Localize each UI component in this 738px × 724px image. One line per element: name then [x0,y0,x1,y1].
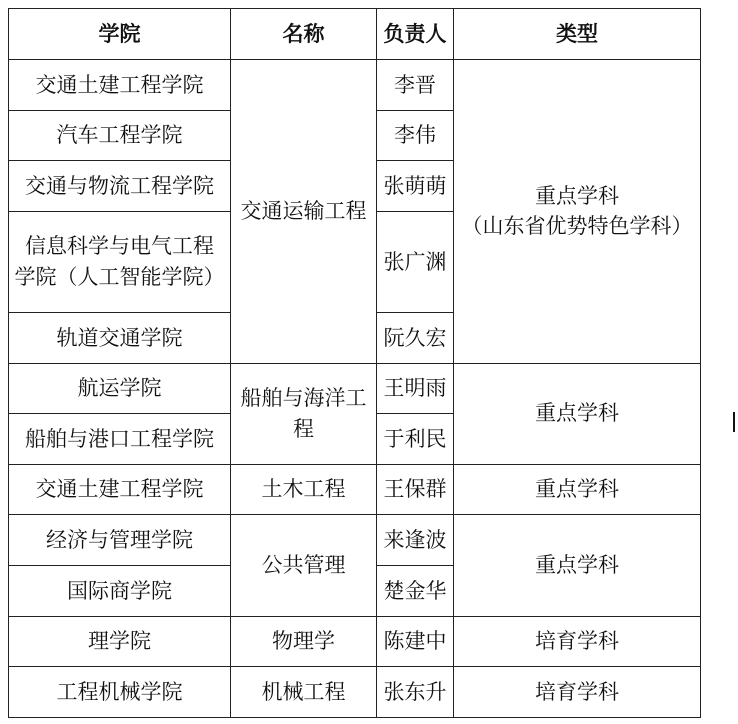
discipline-table-container [8,8,701,718]
discipline-name-cell: 物理学 [231,616,377,667]
name-line: 程 [293,416,314,441]
type-label: 重点学科 [535,183,619,208]
leader-cell: 张萌萌 [377,161,454,212]
discipline-name-cell [231,363,377,464]
table-row [9,60,701,111]
discipline-name-cell: 机械工程 [231,667,377,718]
college-line: 信息科学与电气工程 [25,234,214,259]
table-row [9,616,701,667]
discipline-name-cell: 公共管理 [231,515,377,616]
discipline-type-cell [454,60,701,364]
college-line: 学院（人工智能学院） [14,264,225,289]
header-leader: 负责人 [377,9,454,60]
discipline-name-cell: 交通运输工程 [231,60,377,364]
leader-cell: 王明雨 [377,363,454,414]
college-cell: 船舶与港口工程学院 [9,414,231,465]
college-cell: 航运学院 [9,363,231,414]
header-name: 名称 [231,9,377,60]
name-line: 船舶与海洋工 [240,386,367,411]
college-cell: 汽车工程学院 [9,110,231,161]
table-row [9,667,701,718]
discipline-type-cell: 重点学科 [454,363,701,464]
type-note: （山东省优势特色学科） [461,214,693,239]
discipline-name-cell: 土木工程 [231,464,377,515]
leader-cell: 张广渊 [377,211,454,312]
college-cell: 交通土建工程学院 [9,60,231,111]
leader-cell: 于利民 [377,414,454,465]
discipline-type-cell: 培育学科 [454,667,701,718]
college-cell: 经济与管理学院 [9,515,231,566]
table-header-row [9,9,701,60]
leader-cell: 阮久宏 [377,312,454,363]
text-cursor-mark [733,412,735,432]
header-college: 学院 [9,9,231,60]
leader-cell: 楚金华 [377,565,454,616]
college-cell: 国际商学院 [9,565,231,616]
discipline-type-cell: 重点学科 [454,515,701,616]
leader-cell: 张东升 [377,667,454,718]
discipline-type-cell: 培育学科 [454,616,701,667]
college-cell: 轨道交通学院 [9,312,231,363]
discipline-table [8,8,701,718]
college-cell: 理学院 [9,616,231,667]
leader-cell: 陈建中 [377,616,454,667]
leader-cell: 来逢波 [377,515,454,566]
college-cell: 交通与物流工程学院 [9,161,231,212]
table-row [9,363,701,414]
leader-cell: 李伟 [377,110,454,161]
table-row [9,464,701,515]
college-cell [9,211,231,312]
discipline-type-cell: 重点学科 [454,464,701,515]
leader-cell: 李晋 [377,60,454,111]
table-row [9,515,701,566]
college-cell: 工程机械学院 [9,667,231,718]
leader-cell: 王保群 [377,464,454,515]
header-type: 类型 [454,9,701,60]
college-cell: 交通土建工程学院 [9,464,231,515]
